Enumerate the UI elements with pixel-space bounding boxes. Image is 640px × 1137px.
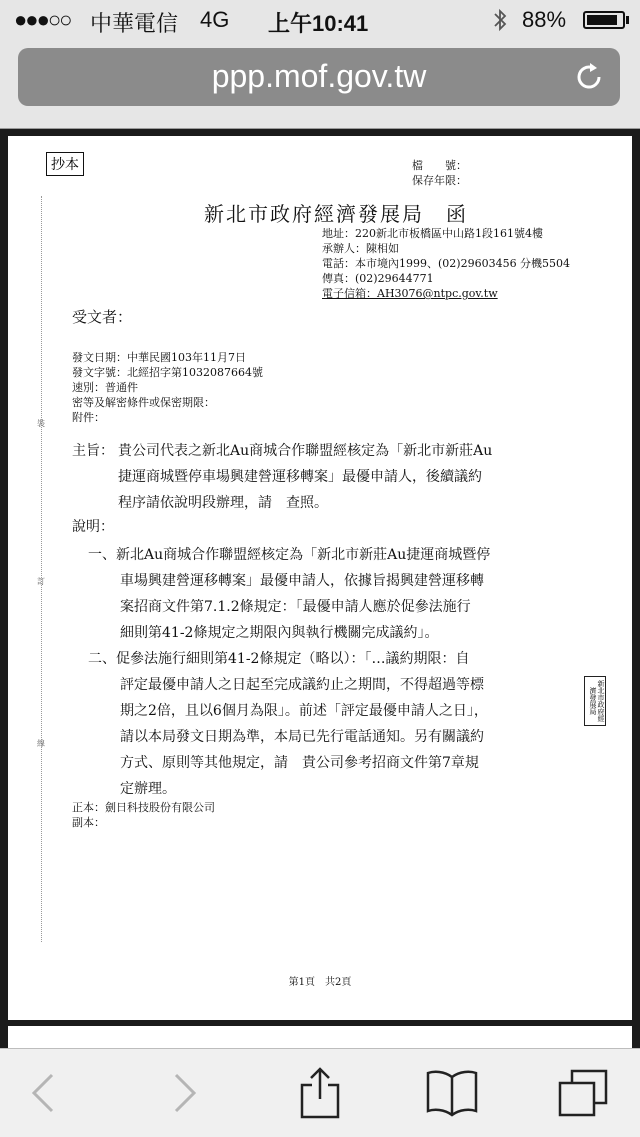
address-line: 地址：220新北市板橋區中山路1段161號4樓	[322, 227, 543, 240]
signal-strength: ●●●○○	[14, 7, 71, 32]
document-title: 新北市政府經濟發展局 函	[204, 202, 468, 226]
issue-number: 發文字號：北經招字第1032087664號	[72, 366, 263, 379]
explanation-item-2-line: 期之2倍，且以6個月為限」。前述「評定最優申請人之日」，	[120, 703, 488, 719]
battery-icon	[583, 11, 625, 29]
explanation-item-1: 一、新北Au商城合作聯盟經核定為「新北市新莊Au捷運商城暨停	[88, 547, 491, 563]
subject-line: 捷運商城暨停車場興建營運移轉案」最優申請人，後續議約	[118, 469, 482, 485]
file-number-label: 檔 號：	[412, 159, 467, 172]
copy-recipient: 副本：	[72, 816, 105, 829]
battery-percent: 88%	[522, 7, 567, 32]
explanation-item-2: 二、促參法施行細則第41-2條規定（略以）：「…議約期限：自	[88, 651, 470, 667]
phone-line: 電話：本市境內1999、(02)29603456 分機5504	[322, 257, 571, 270]
official-seal: 新北市政府經濟發展局	[584, 676, 606, 726]
explanation-item-1-line: 案招商文件第7.1.2條規定：「最優申請人應於促參法施行	[120, 599, 471, 615]
document-page	[8, 136, 632, 1020]
explanation-item-2-line: 請以本局發文日期為準，本局已先行電話通知。另有關議約	[120, 729, 484, 745]
clock: 上午10:41	[268, 11, 369, 36]
explanation-label: 說明：	[72, 519, 114, 535]
urgency: 速別：普通件	[72, 381, 138, 394]
file-number-block	[412, 158, 552, 188]
receiver-label: 受文者：	[72, 308, 133, 326]
subject-line: 貴公司代表之新北Au商城合作聯盟經核定為「新北市新莊Au	[118, 443, 493, 459]
subject-line: 程序請依說明段辦理，請 查照。	[118, 495, 328, 511]
confidentiality: 密等及解密條件或保密期限：	[72, 396, 215, 409]
email-line: 電子信箱：AH3076@ntpc.gov.tw	[322, 287, 498, 300]
share-icon[interactable]	[292, 1067, 348, 1119]
fax-line: 傳真：(02)29644771	[322, 272, 434, 285]
browser-chrome	[0, 40, 640, 129]
binding-mark: 訂	[37, 577, 45, 586]
explanation-item-1-line: 車場興建營運移轉案」最優申請人，依據旨揭興建營運移轉	[120, 573, 484, 589]
officer-line: 承辦人：陳相如	[322, 242, 399, 255]
network-type: 4G	[200, 7, 230, 32]
tabs-icon[interactable]	[556, 1067, 612, 1119]
page-number: 第1頁 共2頁	[288, 977, 352, 988]
explanation-item-2-line: 方式、原則等其他規定，請 貴公司參考招商文件第7章規	[120, 755, 479, 771]
explanation-item-2-line: 評定最優申請人之日起至完成議約止之期間，不得超過等標	[120, 677, 484, 693]
carrier-name: 中華電信	[90, 11, 179, 36]
binding-mark: 裝	[37, 419, 45, 428]
back-icon[interactable]	[16, 1067, 72, 1119]
address-bar[interactable]	[18, 48, 620, 106]
binding-line	[41, 196, 42, 942]
status-bar	[0, 0, 640, 40]
explanation-item-1-line: 細則第41-2條規定之期限內與執行機關完成議約」。	[120, 625, 439, 641]
url-text[interactable]: ppp.mof.gov.tw	[211, 58, 427, 94]
attachments: 附件：	[72, 411, 105, 424]
distribution-block	[72, 800, 215, 830]
battery-tip	[626, 16, 629, 24]
subject-label: 主旨：	[72, 443, 114, 459]
browser-toolbar	[0, 1048, 640, 1137]
copy-tag: 抄本	[46, 152, 84, 176]
forward-icon[interactable]	[156, 1067, 212, 1119]
explanation-item-2-line: 定辦理。	[120, 781, 176, 797]
meta-block	[72, 350, 492, 425]
retention-label: 保存年限：	[412, 174, 467, 187]
issue-date: 發文日期：中華民國103年11月7日	[72, 351, 246, 364]
bluetooth-icon	[492, 7, 508, 39]
bookmarks-icon[interactable]	[424, 1067, 480, 1119]
binding-mark: 線	[37, 739, 45, 748]
contact-block	[322, 226, 622, 301]
reload-icon[interactable]	[572, 60, 606, 94]
original-recipient: 正本：劍日科技股份有限公司	[72, 801, 215, 814]
